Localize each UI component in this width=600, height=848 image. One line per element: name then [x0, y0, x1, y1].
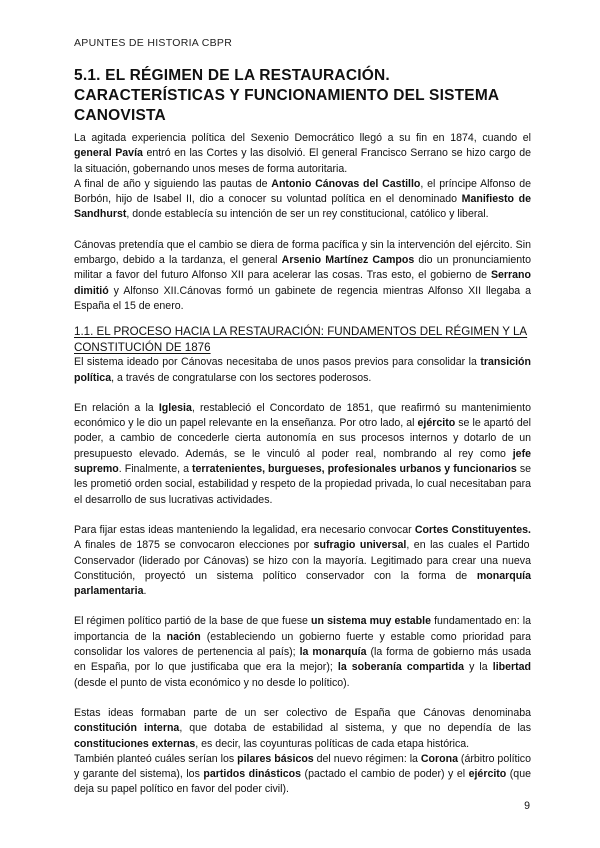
text-run: dio un pronunciamiento militar a favor del futuro Alfonso XII para acelerar las cosas. Tras esto, el gobierno de	[74, 254, 531, 282]
text-run: Para fijar estas ideas manteniendo la legalidad, era necesario convocar	[74, 523, 415, 536]
text-run: .	[143, 585, 147, 598]
page-number: 9	[524, 800, 530, 812]
bold-term: un sistema muy estable	[311, 615, 431, 628]
text-run: También planteó cuáles serían los	[74, 752, 238, 765]
text-run: . Finalmente, a	[118, 463, 193, 476]
paragraph	[74, 523, 531, 599]
bold-term: general Pavía	[74, 147, 143, 160]
bold-term: Iglesia	[158, 401, 192, 414]
bold-term: libertad	[492, 661, 532, 674]
bold-term: pilares básicos	[237, 752, 314, 765]
bold-term: ejército	[417, 417, 456, 430]
bold-term: Arsenio Martínez Campos	[281, 254, 415, 267]
text-run: , que dotaba de estabilidad al sistema, y que no dependía de las	[179, 722, 531, 735]
text-run: y Alfonso XII.Cánovas formó un gabinete de regencia mientras Alfonso XII llegaba a España el 15 de enero.	[74, 284, 531, 312]
text-run: (árbitro político y garante del sistema), los	[74, 752, 531, 781]
text-run: y la	[464, 661, 493, 674]
bold-term: sufragio universal	[313, 539, 407, 552]
paragraph	[74, 706, 531, 752]
chapter-title: 5.1. EL RÉGIMEN DE LA RESTAURACIÓN. CARACTERÍSTICAS Y FUNCIONAMIENTO DEL SISTEMA CANOVISTA	[74, 67, 499, 124]
paragraph	[74, 401, 531, 508]
bold-term: la soberanía compartida	[337, 661, 464, 674]
paragraph	[74, 131, 531, 177]
bold-term: terratenientes, burgueses, profesionales urbanos y funcionarios	[192, 463, 517, 476]
bold-term: jefe supremo	[74, 447, 531, 476]
bold-term: Antonio Cánovas del Castillo	[271, 177, 421, 190]
text-run: El régimen político partió de la base de que fuese	[74, 615, 312, 628]
bold-term: ejército	[468, 768, 507, 781]
bold-term: constituciones externas	[74, 737, 196, 750]
bold-term: constitución interna	[74, 722, 180, 735]
text-run: entró en las Cortes y las disolvió. El general Francisco Serrano se hizo cargo de la situación, gobernando unos meses de forma autoritaria.	[74, 147, 531, 175]
bold-term: la monarquía	[299, 646, 367, 659]
text-run: La agitada experiencia política del Sexenio Democrático llegó a su fin en 1874, cuando el	[74, 132, 531, 144]
text-run: (estableciendo un gobierno fuerte y estable como prioridad para consolidar los valores de pertenencia al país);	[74, 630, 531, 659]
text-run: El sistema ideado por Cánovas necesitaba de unos pasos previos para consolidar la	[74, 356, 481, 369]
bold-term: Cortes Constituyentes.	[414, 523, 531, 536]
text-run: , restableció el Concordato de 1851, que reafirmó su mantenimiento económico y le dio un papel relevante en la enseñanza. Por otro lado, al	[74, 401, 531, 430]
text-run: (que deja su papel político en favor del poder civil).	[74, 768, 531, 796]
paragraph	[74, 177, 531, 223]
text-run: , en las cuales el Partido Conservador (liderado por Cánovas) se hizo con la mayoría. Legitimado para crear una nueva Constitución, proyectó un sistema político conservador con la forma de	[74, 539, 531, 582]
text-run: , es decir, las coyunturas políticas de cada etapa histórica.	[195, 737, 470, 750]
bold-term: Manifiesto de Sandhurst	[74, 193, 531, 221]
text-run: Cánovas pretendía que el cambio se diera de forma pacífica y sin la intervención del ejército. Sin embargo, debido a la tardanza, el general	[74, 238, 531, 267]
bold-term: Serrano dimitió	[74, 269, 531, 297]
paragraph	[74, 752, 531, 798]
text-run: A final de año y siguiendo las pautas de	[74, 177, 272, 190]
text-run: , el príncipe Alfonso de Borbón, hijo de Isabel II, dio a conocer su voluntad política en el denominado	[74, 177, 532, 206]
bold-term: monarquía parlamentaria	[74, 569, 531, 598]
text-run: (pactado el cambio de poder) y el	[301, 768, 469, 781]
bold-term: partidos dinásticos	[203, 768, 302, 781]
text-run: A finales de 1875 se convocaron elecciones por	[74, 539, 314, 552]
text-run: del nuevo régimen: la	[313, 752, 421, 765]
section-heading: 1.1. EL PROCESO HACIA LA RESTAURACIÓN: FUNDAMENTOS DEL RÉGIMEN Y LA CONSTITUCIÓN DE 1876	[74, 325, 528, 354]
paragraph	[74, 614, 531, 690]
text-run: Estas ideas formaban parte de un ser colectivo de España que Cánovas denominaba	[74, 706, 531, 719]
paragraph	[74, 238, 531, 314]
paragraph	[74, 355, 531, 386]
bold-term: transición política	[74, 356, 531, 384]
text-run: , a través de congratularse con los sectores poderosos.	[111, 371, 372, 384]
text-run: se le apartó del poder, a cambio de concederle cierta autonomía en sus procesos internos y dotarlo de un presupuesto elevado. Además, se le vinculó al poder real, nombrando al rey como	[74, 417, 531, 460]
running-header: APUNTES DE HISTORIA CBPR	[74, 37, 233, 49]
text-run: En relación a la	[74, 401, 159, 414]
text-run: se les prometió orden social, estabilidad y respeto de la propiedad privada, lo cual necesitaban para el desarrollo de sus lucrativas actividades.	[74, 463, 532, 506]
bold-term: nación	[166, 630, 201, 643]
text-run: (desde el punto de vista económico y no desde lo político).	[74, 676, 350, 689]
text-run: (la forma de gobierno más usada en España, por lo que justificaba que era la mejor);	[74, 646, 531, 674]
text-run: fundamentado en: la importancia de la	[74, 615, 531, 643]
bold-term: Corona	[420, 752, 458, 765]
text-run: , donde establecía su intención de ser un rey constitucional, católico y liberal.	[126, 208, 489, 221]
page-content	[74, 66, 531, 798]
